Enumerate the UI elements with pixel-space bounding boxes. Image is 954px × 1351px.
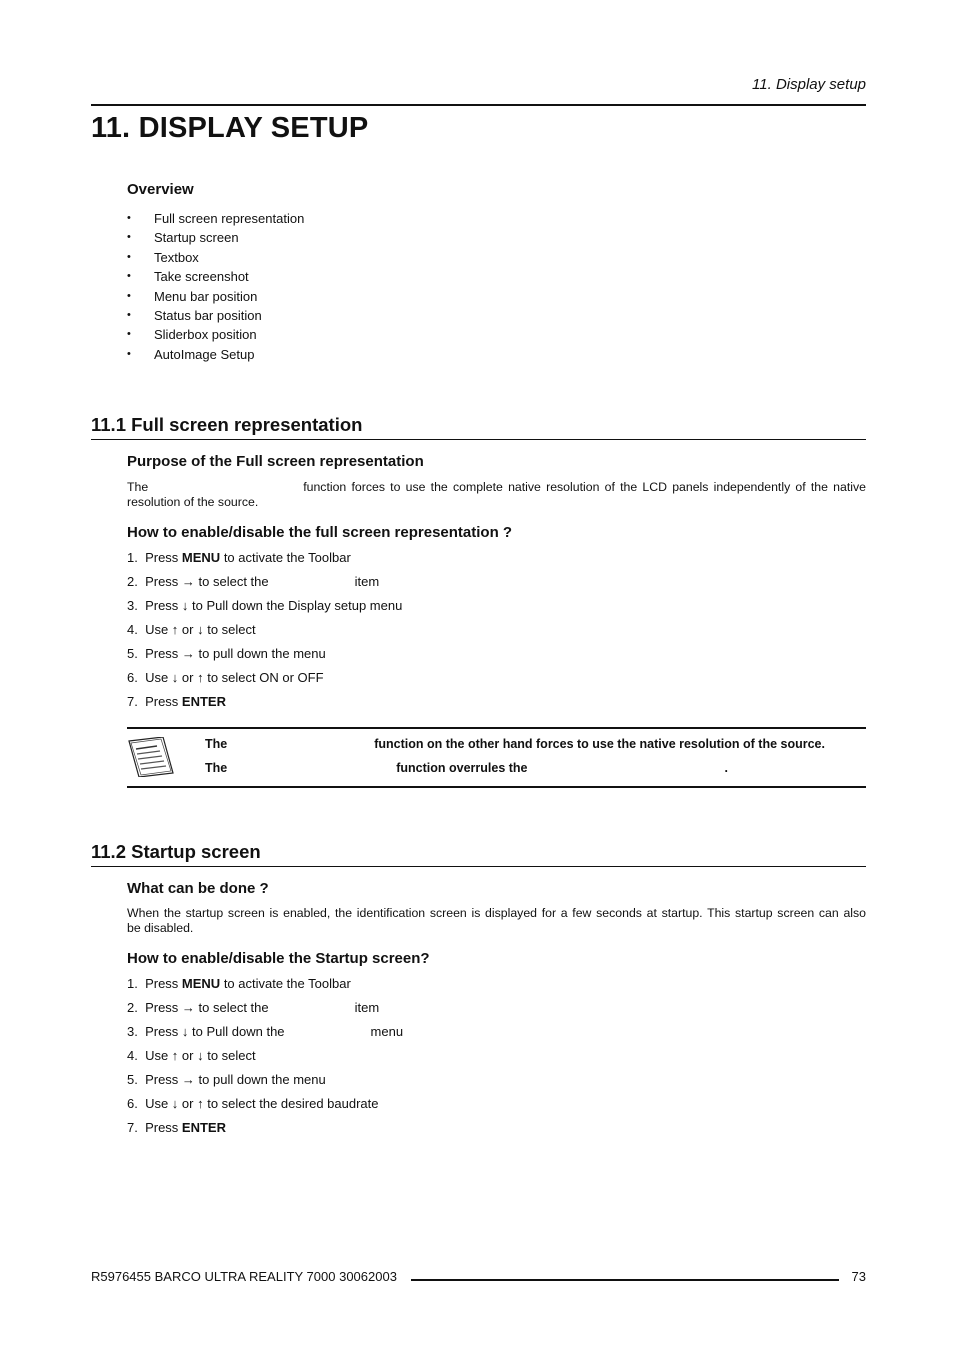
overview-list — [127, 211, 304, 366]
step-item: 4. Use ↑ or ↓ to select — [127, 1048, 256, 1063]
step-item: 6. Use ↓ or ↑ to select ON or OFF — [127, 670, 324, 685]
purpose-text-b: function forces to use the complete native resolution of the LCD panels independently of the native — [303, 480, 866, 494]
what-text-a: When the startup screen is enabled, the identification screen is displayed for a few seconds at startup. This startup screen can also — [127, 906, 866, 920]
step-item: 4. Use ↑ or ↓ to select — [127, 622, 256, 637]
purpose-heading: Purpose of the Full screen representation — [127, 453, 424, 470]
purpose-text-c: resolution of the source. — [127, 495, 259, 509]
step-item: 2. Press → to select the item — [127, 1000, 380, 1015]
list-item: • Sliderbox position — [127, 327, 304, 346]
note-icon — [127, 737, 175, 777]
list-item: • AutoImage Setup — [127, 347, 304, 366]
running-head: 11. Display setup — [752, 76, 866, 93]
step-item: 5. Press → to pull down the menu — [127, 646, 326, 661]
step-item: 2. Press → to select the item — [127, 574, 380, 589]
purpose-paragraph — [127, 480, 866, 510]
section-rule — [91, 866, 866, 867]
list-item: • Take screenshot — [127, 269, 304, 288]
step-item: 1. Press MENU to activate the Toolbar — [127, 976, 351, 991]
step-item: 7. Press ENTER — [127, 694, 226, 709]
overview-heading: Overview — [127, 181, 194, 198]
what-text-b: be disabled. — [127, 921, 194, 935]
section-rule — [91, 439, 866, 440]
note-line-2: The function overrules the . — [205, 761, 728, 775]
step-item: 5. Press → to pull down the menu — [127, 1072, 326, 1087]
header-rule — [91, 104, 866, 106]
howto-heading-full-screen: How to enable/disable the full screen representation ? — [127, 524, 513, 541]
step-item: 3. Press ↓ to Pull down the Display setup menu — [127, 598, 403, 613]
chapter-title: 11. DISPLAY SETUP — [91, 112, 369, 144]
step-item: 3. Press ↓ to Pull down the menu — [127, 1024, 404, 1039]
section-title-startup: 11.2 Startup screen — [91, 841, 261, 862]
list-item: • Startup screen — [127, 230, 304, 249]
what-heading: What can be done ? — [127, 880, 269, 897]
step-item: 1. Press MENU to activate the Toolbar — [127, 550, 351, 565]
footer-rule — [411, 1279, 839, 1281]
list-item: • Status bar position — [127, 308, 304, 327]
step-item: 7. Press ENTER — [127, 1120, 226, 1135]
howto-heading-startup: How to enable/disable the Startup screen? — [127, 950, 430, 967]
steps-list-startup — [127, 976, 403, 1144]
purpose-text-a: The — [127, 480, 149, 494]
list-item: • Textbox — [127, 250, 304, 269]
steps-list-full-screen — [127, 550, 402, 718]
list-item: • Menu bar position — [127, 289, 304, 308]
step-item: 6. Use ↓ or ↑ to select the desired baudrate — [127, 1096, 379, 1111]
page-number: 73 — [851, 1269, 866, 1284]
footer-doc-ref: R5976455 BARCO ULTRA REALITY 7000 30062003 — [91, 1269, 397, 1284]
note-line-1: The function on the other hand forces to use the native resolution of the source. — [205, 737, 825, 751]
what-paragraph — [127, 906, 866, 936]
list-item: • Full screen representation — [127, 211, 304, 230]
note-box — [127, 727, 866, 788]
section-title-full-screen: 11.1 Full screen representation — [91, 414, 363, 435]
